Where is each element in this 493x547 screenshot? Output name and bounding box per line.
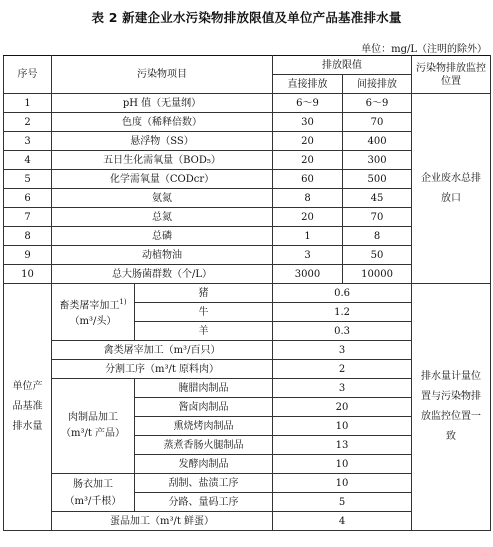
row-no: 8	[4, 227, 52, 246]
header-row-1	[4, 56, 491, 75]
egg-label: 蛋品加工（m³/t 鲜蛋）	[52, 512, 273, 531]
livestock-value: 1.2	[273, 303, 412, 322]
livestock-unit: （m³/头）	[69, 316, 117, 328]
row-no: 4	[4, 151, 52, 170]
row-indirect: 10000	[343, 265, 412, 284]
row-no: 2	[4, 113, 52, 132]
row-indirect: 70	[343, 113, 412, 132]
row-no: 10	[4, 265, 52, 284]
poultry-value: 3	[273, 341, 412, 360]
header-no: 序号	[4, 56, 52, 94]
row-indirect: 400	[343, 132, 412, 151]
casing-name: 肠衣加工	[73, 478, 113, 490]
meat-value: 3	[273, 379, 412, 398]
row-direct: 20	[273, 208, 343, 227]
row-no: 5	[4, 170, 52, 189]
row-direct: 6～9	[273, 94, 343, 113]
row-item: 总大肠菌群数（个/L）	[52, 265, 273, 284]
row-indirect: 70	[343, 208, 412, 227]
standards-table	[3, 55, 491, 531]
casing-value: 5	[273, 493, 412, 512]
meat-unit: （m³/t 产品）	[60, 428, 126, 439]
livestock-label	[52, 284, 135, 341]
row-direct: 20	[273, 132, 343, 151]
meat-value: 13	[273, 436, 412, 455]
meat-value: 10	[273, 455, 412, 474]
casing-label	[52, 474, 135, 512]
baseline-location: 排水量计量位置与污染物排放监控位置一致	[412, 284, 491, 531]
row-direct: 20	[273, 151, 343, 170]
egg-value: 4	[273, 512, 412, 531]
livestock-item: 牛	[135, 303, 273, 322]
cutting-label: 分割工序（m³/t 原料肉）	[52, 360, 273, 379]
poultry-label: 禽类屠宰加工（m³/百只）	[52, 341, 273, 360]
livestock-value: 0.3	[273, 322, 412, 341]
row-item: pH 值（无量纲）	[52, 94, 273, 113]
meat-item: 发酵肉制品	[135, 455, 273, 474]
row-direct: 60	[273, 170, 343, 189]
row-indirect: 45	[343, 189, 412, 208]
row-direct: 1	[273, 227, 343, 246]
casing-item: 刮制、盐渍工序	[135, 474, 273, 493]
row-direct: 30	[273, 113, 343, 132]
header-limits: 排放限值	[273, 56, 412, 75]
header-pollutant: 污染物项目	[52, 56, 273, 94]
location-main: 企业废水总排放口	[412, 94, 491, 284]
row-no: 3	[4, 132, 52, 151]
row-no: 6	[4, 189, 52, 208]
row-item: 总磷	[52, 227, 273, 246]
livestock-value: 0.6	[273, 284, 412, 303]
row-item: 五日生化需氧量（BOD₅）	[52, 151, 273, 170]
row-no: 9	[4, 246, 52, 265]
row-direct: 3000	[273, 265, 343, 284]
row-direct: 3	[273, 246, 343, 265]
row-item: 动植物油	[52, 246, 273, 265]
header-location: 污染物排放监控位置	[412, 56, 491, 94]
table-row	[4, 284, 491, 303]
meat-item: 腌腊肉制品	[135, 379, 273, 398]
baseline-label: 单位产品基准排水量	[4, 284, 52, 531]
row-item: 化学需氧量（CODcr）	[52, 170, 273, 189]
meat-item: 蒸煮香肠火腿制品	[135, 436, 273, 455]
row-no: 7	[4, 208, 52, 227]
cutting-value: 2	[273, 360, 412, 379]
row-indirect: 8	[343, 227, 412, 246]
meat-value: 10	[273, 417, 412, 436]
row-indirect: 6～9	[343, 94, 412, 113]
meat-item: 酱卤肉制品	[135, 398, 273, 417]
livestock-item: 羊	[135, 322, 273, 341]
meat-label	[52, 379, 135, 474]
row-item: 总氮	[52, 208, 273, 227]
table-row	[4, 94, 491, 113]
row-indirect: 300	[343, 151, 412, 170]
row-no: 1	[4, 94, 52, 113]
header-direct: 直接排放	[273, 75, 343, 94]
livestock-name: 畜类屠宰加工	[59, 300, 120, 312]
casing-item: 分路、量码工序	[135, 493, 273, 512]
meat-name: 肉制品加工	[68, 412, 118, 423]
livestock-footnote: 1)	[119, 297, 127, 306]
row-indirect: 500	[343, 170, 412, 189]
row-item: 色度（稀释倍数）	[52, 113, 273, 132]
meat-item: 熏烧烤肉制品	[135, 417, 273, 436]
row-indirect: 50	[343, 246, 412, 265]
unit-note: 单位：mg/L（注明的除外）	[361, 44, 487, 55]
table-title: 表 2 新建企业水污染物排放限值及单位产品基准排水量	[91, 10, 402, 25]
casing-unit: （m³/千根）	[64, 495, 122, 507]
casing-value: 10	[273, 474, 412, 493]
row-item: 氨氮	[52, 189, 273, 208]
livestock-item: 猪	[135, 284, 273, 303]
meat-value: 20	[273, 398, 412, 417]
row-item: 悬浮物（SS）	[52, 132, 273, 151]
header-indirect: 间接排放	[343, 75, 412, 94]
row-direct: 8	[273, 189, 343, 208]
